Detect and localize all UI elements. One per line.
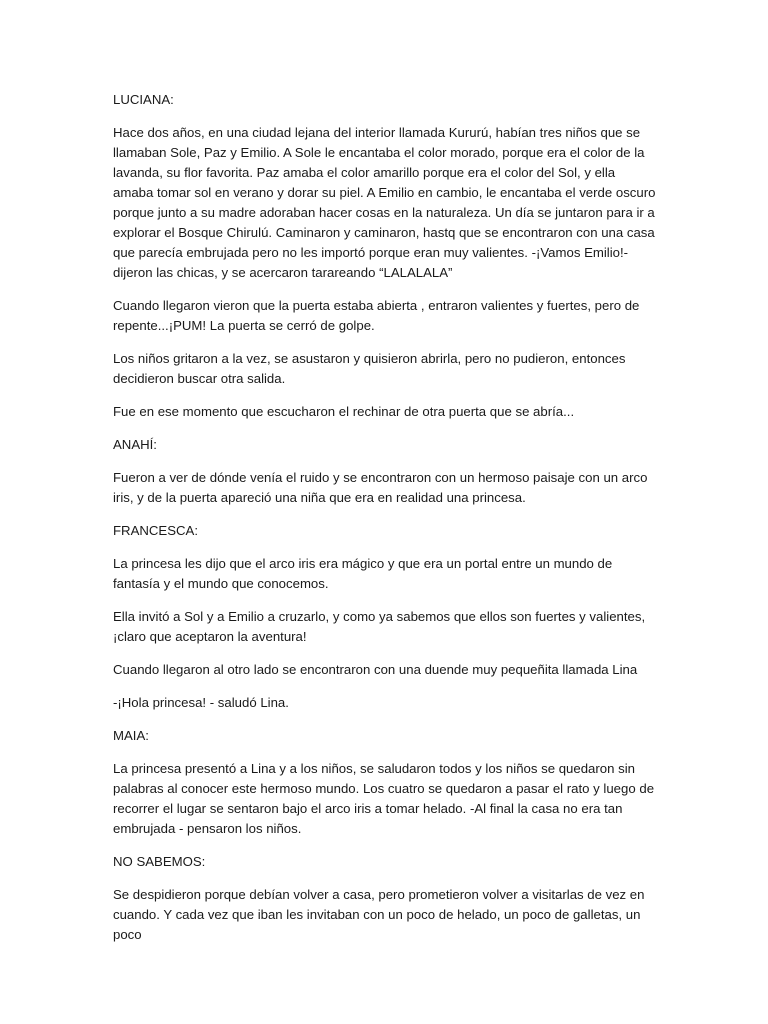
- story-paragraph: Los niños gritaron a la vez, se asustaron y quisieron abrirla, pero no pudieron, entonces decidieron buscar otra salida.: [113, 351, 626, 386]
- story-paragraph: La princesa presentó a Lina y a los niños, se saludaron todos y los niños se quedaron sin palabras al conocer este hermoso mundo. Los cuatro se quedaron a pasar el rato y luego de recorrer el lugar se sentaron bajo el arco iris a tomar helado. -Al final la casa no era tan embrujada - pensaron los niños.: [113, 761, 655, 836]
- story-paragraph: Se despidieron porque debían volver a casa, pero prometieron volver a visitarlas de vez en cuando. Y cada vez que iban les invitaban con un poco de helado, un poco de galletas, un poco: [113, 887, 645, 942]
- author-heading-francesca: FRANCESCA:: [113, 523, 198, 538]
- story-paragraph: Fue en ese momento que escucharon el rechinar de otra puerta que se abría...: [113, 404, 575, 419]
- document-body: [113, 90, 658, 958]
- story-paragraph: Hace dos años, en una ciudad lejana del interior llamada Kururú, habían tres niños que se llamaban Sole, Paz y Emilio. A Sole le encantaba el color morado, porque era el color de la lavanda, su flor favorita. Paz amaba el color amarillo porque era el color del Sol, y ella amaba tomar sol en verano y dorar su piel. A Emilio en cambio, le encantaba el verde oscuro porque junto a su madre adoraban hacer cosas en la naturaleza. Un día se juntaron para ir a explorar el Bosque Chirulú. Caminaron y caminaron, hastq que se encontraron con una casa que parecía embrujada pero no les importó porque eran muy valientes. -¡Vamos Emilio!- dijeron las chicas, y se acercaron tarareando “LALALALA”: [113, 125, 656, 280]
- author-heading-luciana: LUCIANA:: [113, 92, 174, 107]
- story-paragraph: Ella invitó a Sol y a Emilio a cruzarlo, y como ya sabemos que ellos son fuertes y valientes, ¡claro que aceptaron la aventura!: [113, 609, 646, 644]
- story-paragraph: Cuando llegaron vieron que la puerta estaba abierta , entraron valientes y fuertes, pero de repente...¡PUM! La puerta se cerró de golpe.: [113, 298, 640, 333]
- author-heading-no-sabemos: NO SABEMOS:: [113, 854, 206, 869]
- story-paragraph: La princesa les dijo que el arco iris era mágico y que era un portal entre un mundo de fantasía y el mundo que conocemos.: [113, 556, 613, 591]
- author-heading-anahi: ANAHÍ:: [113, 437, 157, 452]
- story-dialogue: -¡Hola princesa! - saludó Lina.: [113, 695, 289, 710]
- story-paragraph: Fueron a ver de dónde venía el ruido y se encontraron con un hermoso paisaje con un arco iris, y de la puerta apareció una niña que era en realidad una princesa.: [113, 470, 648, 505]
- author-heading-maia: MAIA:: [113, 728, 149, 743]
- story-paragraph: Cuando llegaron al otro lado se encontraron con una duende muy pequeñita llamada Lina: [113, 662, 638, 677]
